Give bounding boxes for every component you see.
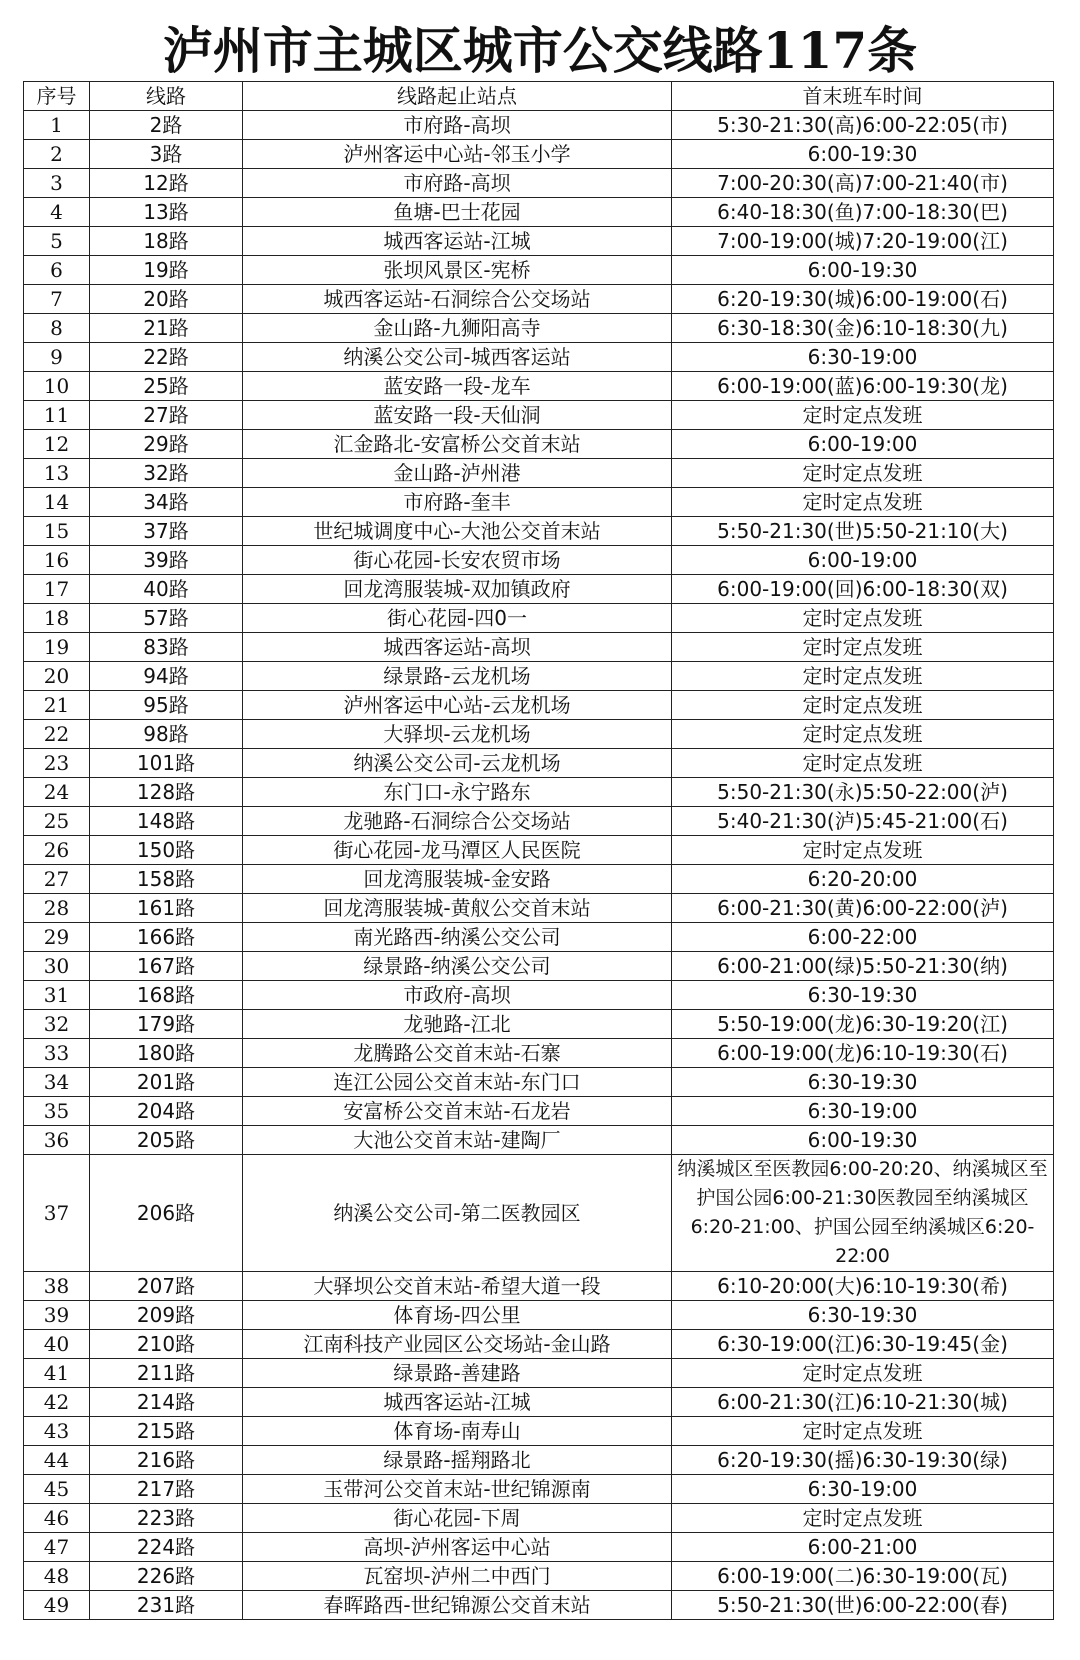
table-row (24, 1562, 1054, 1591)
row-route-cell: 绿景路-善建路 (243, 1359, 672, 1388)
table-row (24, 1126, 1054, 1155)
row-line-cell: 20路 (90, 285, 243, 314)
row-route-cell: 城西客运站-高坝 (243, 633, 672, 662)
row-route-cell: 回龙湾服装城-金安路 (243, 865, 672, 894)
row-seq-cell: 3 (24, 169, 90, 198)
row-seq-cell: 42 (24, 1388, 90, 1417)
table-row (24, 111, 1054, 140)
table-row (24, 1591, 1054, 1620)
row-route-cell: 绿景路-摇翔路北 (243, 1446, 672, 1475)
row-line-cell: 215路 (90, 1417, 243, 1446)
row-route-cell: 鱼塘-巴士花园 (243, 198, 672, 227)
table-row (24, 285, 1054, 314)
row-line-cell: 40路 (90, 575, 243, 604)
row-line-cell: 12路 (90, 169, 243, 198)
row-seq-cell: 14 (24, 488, 90, 517)
row-seq-cell: 39 (24, 1301, 90, 1330)
row-route-cell: 大驿坝-云龙机场 (243, 720, 672, 749)
row-route-cell: 蓝安路一段-天仙洞 (243, 401, 672, 430)
row-seq-cell: 1 (24, 111, 90, 140)
row-line-cell: 216路 (90, 1446, 243, 1475)
row-seq-cell: 44 (24, 1446, 90, 1475)
row-seq-cell: 6 (24, 256, 90, 285)
table-row (24, 1417, 1054, 1446)
table-row (24, 1533, 1054, 1562)
row-time-cell: 5:50-21:30(永)5:50-22:00(泸) (672, 778, 1054, 807)
row-seq-cell: 25 (24, 807, 90, 836)
row-time-cell: 定时定点发班 (672, 1504, 1054, 1533)
row-route-cell: 金山路-泸州港 (243, 459, 672, 488)
row-time-cell: 5:50-21:30(世)5:50-21:10(大) (672, 517, 1054, 546)
row-seq-cell: 47 (24, 1533, 90, 1562)
table-row (24, 372, 1054, 401)
row-seq-cell: 21 (24, 691, 90, 720)
table-row (24, 401, 1054, 430)
row-route-cell: 春晖路西-世纪锦源公交首末站 (243, 1591, 672, 1620)
table-row (24, 1388, 1054, 1417)
header-route: 线路起止站点 (243, 82, 672, 111)
row-time-cell: 6:00-19:00(二)6:30-19:00(瓦) (672, 1562, 1054, 1591)
row-route-cell: 瓦窑坝-泸州二中西门 (243, 1562, 672, 1591)
row-time-cell: 6:30-19:00 (672, 1475, 1054, 1504)
row-seq-cell: 28 (24, 894, 90, 923)
row-line-cell: 167路 (90, 952, 243, 981)
row-time-cell: 6:40-18:30(鱼)7:00-18:30(巴) (672, 198, 1054, 227)
row-line-cell: 209路 (90, 1301, 243, 1330)
row-time-cell: 6:20-20:00 (672, 865, 1054, 894)
row-seq-cell: 16 (24, 546, 90, 575)
table-header-row (24, 82, 1054, 111)
row-route-cell: 龙驰路-江北 (243, 1010, 672, 1039)
row-seq-cell: 24 (24, 778, 90, 807)
row-line-cell: 18路 (90, 227, 243, 256)
table-row (24, 459, 1054, 488)
row-time-cell: 6:00-19:30 (672, 256, 1054, 285)
row-line-cell: 204路 (90, 1097, 243, 1126)
table-row (24, 546, 1054, 575)
table-row (24, 575, 1054, 604)
row-route-cell: 汇金路北-安富桥公交首末站 (243, 430, 672, 459)
row-route-cell: 回龙湾服装城-双加镇政府 (243, 575, 672, 604)
row-time-cell: 6:30-18:30(金)6:10-18:30(九) (672, 314, 1054, 343)
row-route-cell: 体育场-南寿山 (243, 1417, 672, 1446)
row-seq-cell: 2 (24, 140, 90, 169)
row-line-cell: 29路 (90, 430, 243, 459)
row-route-cell: 街心花园-四0一 (243, 604, 672, 633)
row-time-cell: 纳溪城区至医教园6:00-20:20、纳溪城区至护国公园6:00-21:30医教园至纳溪城区6:20-21:00、护国公园至纳溪城区6:20-22:00 (672, 1155, 1054, 1272)
row-line-cell: 150路 (90, 836, 243, 865)
row-seq-cell: 10 (24, 372, 90, 401)
table-row (24, 749, 1054, 778)
row-route-cell: 城西客运站-石洞综合公交场站 (243, 285, 672, 314)
table-row (24, 140, 1054, 169)
table-row (24, 1155, 1054, 1272)
row-time-cell: 定时定点发班 (672, 604, 1054, 633)
row-route-cell: 市府路-奎丰 (243, 488, 672, 517)
row-time-cell: 定时定点发班 (672, 720, 1054, 749)
row-route-cell: 体育场-四公里 (243, 1301, 672, 1330)
row-time-cell: 定时定点发班 (672, 662, 1054, 691)
row-seq-cell: 45 (24, 1475, 90, 1504)
row-seq-cell: 34 (24, 1068, 90, 1097)
table-row (24, 1446, 1054, 1475)
row-seq-cell: 48 (24, 1562, 90, 1591)
row-time-cell: 6:00-19:30 (672, 1126, 1054, 1155)
table-row (24, 778, 1054, 807)
row-time-cell: 5:50-19:00(龙)6:30-19:20(江) (672, 1010, 1054, 1039)
row-time-cell: 6:30-19:00(江)6:30-19:45(金) (672, 1330, 1054, 1359)
row-route-cell: 街心花园-长安农贸市场 (243, 546, 672, 575)
table-row (24, 1039, 1054, 1068)
page-title: 泸州市主城区城市公交线路117条 (162, 21, 918, 80)
row-line-cell: 128路 (90, 778, 243, 807)
row-seq-cell: 18 (24, 604, 90, 633)
table-row (24, 865, 1054, 894)
row-time-cell: 定时定点发班 (672, 488, 1054, 517)
table-row (24, 169, 1054, 198)
row-time-cell: 定时定点发班 (672, 836, 1054, 865)
row-seq-cell: 26 (24, 836, 90, 865)
row-seq-cell: 32 (24, 1010, 90, 1039)
row-line-cell: 2路 (90, 111, 243, 140)
row-seq-cell: 11 (24, 401, 90, 430)
row-seq-cell: 5 (24, 227, 90, 256)
row-time-cell: 6:00-21:00 (672, 1533, 1054, 1562)
row-route-cell: 蓝安路一段-龙车 (243, 372, 672, 401)
row-time-cell: 6:00-19:00(回)6:00-18:30(双) (672, 575, 1054, 604)
row-line-cell: 13路 (90, 198, 243, 227)
row-route-cell: 街心花园-龙马潭区人民医院 (243, 836, 672, 865)
row-time-cell: 7:00-19:00(城)7:20-19:00(江) (672, 227, 1054, 256)
row-seq-cell: 40 (24, 1330, 90, 1359)
row-line-cell: 37路 (90, 517, 243, 546)
row-time-cell: 定时定点发班 (672, 401, 1054, 430)
row-line-cell: 27路 (90, 401, 243, 430)
row-seq-cell: 33 (24, 1039, 90, 1068)
table-row (24, 1301, 1054, 1330)
row-line-cell: 57路 (90, 604, 243, 633)
row-line-cell: 22路 (90, 343, 243, 372)
row-route-cell: 绿景路-纳溪公交公司 (243, 952, 672, 981)
row-route-cell: 世纪城调度中心-大池公交首末站 (243, 517, 672, 546)
table-row (24, 198, 1054, 227)
row-time-cell: 定时定点发班 (672, 459, 1054, 488)
row-line-cell: 180路 (90, 1039, 243, 1068)
row-seq-cell: 38 (24, 1272, 90, 1301)
table-row (24, 1475, 1054, 1504)
table-row (24, 1272, 1054, 1301)
row-route-cell: 泸州客运中心站-云龙机场 (243, 691, 672, 720)
row-route-cell: 高坝-泸州客运中心站 (243, 1533, 672, 1562)
row-route-cell: 城西客运站-江城 (243, 227, 672, 256)
row-route-cell: 江南科技产业园区公交场站-金山路 (243, 1330, 672, 1359)
row-route-cell: 纳溪公交公司-云龙机场 (243, 749, 672, 778)
row-line-cell: 166路 (90, 923, 243, 952)
row-line-cell: 214路 (90, 1388, 243, 1417)
row-route-cell: 金山路-九狮阳高寺 (243, 314, 672, 343)
row-seq-cell: 49 (24, 1591, 90, 1620)
row-line-cell: 25路 (90, 372, 243, 401)
table-row (24, 923, 1054, 952)
row-time-cell: 6:00-19:00 (672, 546, 1054, 575)
row-line-cell: 98路 (90, 720, 243, 749)
row-line-cell: 211路 (90, 1359, 243, 1388)
row-route-cell: 街心花园-下周 (243, 1504, 672, 1533)
table-row (24, 1097, 1054, 1126)
table-row (24, 604, 1054, 633)
row-time-cell: 6:00-19:00 (672, 430, 1054, 459)
row-time-cell: 定时定点发班 (672, 1359, 1054, 1388)
row-seq-cell: 31 (24, 981, 90, 1010)
row-line-cell: 205路 (90, 1126, 243, 1155)
row-time-cell: 6:30-19:30 (672, 981, 1054, 1010)
row-seq-cell: 13 (24, 459, 90, 488)
row-time-cell: 7:00-20:30(高)7:00-21:40(市) (672, 169, 1054, 198)
row-time-cell: 6:00-19:00(蓝)6:00-19:30(龙) (672, 372, 1054, 401)
row-line-cell: 95路 (90, 691, 243, 720)
table-row (24, 343, 1054, 372)
row-line-cell: 19路 (90, 256, 243, 285)
row-time-cell: 定时定点发班 (672, 1417, 1054, 1446)
row-seq-cell: 22 (24, 720, 90, 749)
row-line-cell: 158路 (90, 865, 243, 894)
table-row (24, 517, 1054, 546)
row-route-cell: 大驿坝公交首末站-希望大道一段 (243, 1272, 672, 1301)
row-line-cell: 32路 (90, 459, 243, 488)
row-time-cell: 6:00-22:00 (672, 923, 1054, 952)
row-time-cell: 6:00-19:00(龙)6:10-19:30(石) (672, 1039, 1054, 1068)
row-time-cell: 5:30-21:30(高)6:00-22:05(市) (672, 111, 1054, 140)
row-route-cell: 市政府-高坝 (243, 981, 672, 1010)
row-time-cell: 定时定点发班 (672, 691, 1054, 720)
row-line-cell: 223路 (90, 1504, 243, 1533)
header-seq: 序号 (24, 82, 90, 111)
row-time-cell: 定时定点发班 (672, 633, 1054, 662)
table-row (24, 720, 1054, 749)
row-line-cell: 207路 (90, 1272, 243, 1301)
row-time-cell: 6:00-21:00(绿)5:50-21:30(纳) (672, 952, 1054, 981)
row-seq-cell: 20 (24, 662, 90, 691)
row-route-cell: 连江公园公交首末站-东门口 (243, 1068, 672, 1097)
row-time-cell: 6:00-21:30(黄)6:00-22:00(泸) (672, 894, 1054, 923)
row-time-cell: 6:30-19:30 (672, 1301, 1054, 1330)
table-row (24, 981, 1054, 1010)
row-time-cell: 定时定点发班 (672, 749, 1054, 778)
table-row (24, 430, 1054, 459)
table-row (24, 1504, 1054, 1533)
row-route-cell: 市府路-高坝 (243, 169, 672, 198)
row-seq-cell: 29 (24, 923, 90, 952)
row-seq-cell: 9 (24, 343, 90, 372)
row-route-cell: 东门口-永宁路东 (243, 778, 672, 807)
row-seq-cell: 17 (24, 575, 90, 604)
table-row (24, 256, 1054, 285)
row-time-cell: 6:30-19:30 (672, 1068, 1054, 1097)
row-route-cell: 纳溪公交公司-第二医教园区 (243, 1155, 672, 1272)
row-line-cell: 201路 (90, 1068, 243, 1097)
table-row (24, 836, 1054, 865)
row-line-cell: 224路 (90, 1533, 243, 1562)
row-line-cell: 101路 (90, 749, 243, 778)
row-seq-cell: 37 (24, 1155, 90, 1272)
row-line-cell: 21路 (90, 314, 243, 343)
bus-route-table (23, 81, 1054, 1620)
row-line-cell: 206路 (90, 1155, 243, 1272)
row-seq-cell: 41 (24, 1359, 90, 1388)
table-row (24, 314, 1054, 343)
table-row (24, 807, 1054, 836)
row-time-cell: 6:00-19:30 (672, 140, 1054, 169)
row-seq-cell: 19 (24, 633, 90, 662)
row-time-cell: 5:50-21:30(世)6:00-22:00(春) (672, 1591, 1054, 1620)
row-time-cell: 5:40-21:30(泸)5:45-21:00(石) (672, 807, 1054, 836)
table-row (24, 488, 1054, 517)
row-line-cell: 3路 (90, 140, 243, 169)
row-route-cell: 南光路西-纳溪公交公司 (243, 923, 672, 952)
row-seq-cell: 46 (24, 1504, 90, 1533)
row-time-cell: 6:30-19:00 (672, 343, 1054, 372)
row-seq-cell: 7 (24, 285, 90, 314)
row-line-cell: 226路 (90, 1562, 243, 1591)
row-line-cell: 39路 (90, 546, 243, 575)
row-time-cell: 6:20-19:30(城)6:00-19:00(石) (672, 285, 1054, 314)
row-route-cell: 龙驰路-石洞综合公交场站 (243, 807, 672, 836)
row-route-cell: 纳溪公交公司-城西客运站 (243, 343, 672, 372)
row-seq-cell: 4 (24, 198, 90, 227)
header-time: 首末班车时间 (672, 82, 1054, 111)
row-line-cell: 217路 (90, 1475, 243, 1504)
row-line-cell: 83路 (90, 633, 243, 662)
row-line-cell: 148路 (90, 807, 243, 836)
row-line-cell: 161路 (90, 894, 243, 923)
row-route-cell: 安富桥公交首末站-石龙岩 (243, 1097, 672, 1126)
row-line-cell: 231路 (90, 1591, 243, 1620)
row-route-cell: 龙腾路公交首末站-石寨 (243, 1039, 672, 1068)
table-row (24, 1359, 1054, 1388)
row-route-cell: 大池公交首末站-建陶厂 (243, 1126, 672, 1155)
row-time-cell: 6:00-21:30(江)6:10-21:30(城) (672, 1388, 1054, 1417)
header-line: 线路 (90, 82, 243, 111)
row-seq-cell: 27 (24, 865, 90, 894)
row-seq-cell: 8 (24, 314, 90, 343)
row-line-cell: 179路 (90, 1010, 243, 1039)
row-seq-cell: 23 (24, 749, 90, 778)
row-route-cell: 张坝风景区-宪桥 (243, 256, 672, 285)
row-line-cell: 168路 (90, 981, 243, 1010)
table-row (24, 633, 1054, 662)
row-line-cell: 210路 (90, 1330, 243, 1359)
row-seq-cell: 12 (24, 430, 90, 459)
row-seq-cell: 15 (24, 517, 90, 546)
table-row (24, 952, 1054, 981)
row-time-cell: 6:10-20:00(大)6:10-19:30(希) (672, 1272, 1054, 1301)
table-body (24, 111, 1054, 1620)
row-seq-cell: 30 (24, 952, 90, 981)
table-row (24, 894, 1054, 923)
row-seq-cell: 35 (24, 1097, 90, 1126)
table-row (24, 1330, 1054, 1359)
row-seq-cell: 36 (24, 1126, 90, 1155)
table-row (24, 691, 1054, 720)
table-row (24, 1068, 1054, 1097)
row-line-cell: 94路 (90, 662, 243, 691)
row-route-cell: 绿景路-云龙机场 (243, 662, 672, 691)
row-route-cell: 玉带河公交首末站-世纪锦源南 (243, 1475, 672, 1504)
row-route-cell: 泸州客运中心站-邻玉小学 (243, 140, 672, 169)
row-route-cell: 回龙湾服装城-黄舣公交首末站 (243, 894, 672, 923)
table-row (24, 1010, 1054, 1039)
row-time-cell: 6:20-19:30(摇)6:30-19:30(绿) (672, 1446, 1054, 1475)
table-row (24, 227, 1054, 256)
row-line-cell: 34路 (90, 488, 243, 517)
row-route-cell: 市府路-高坝 (243, 111, 672, 140)
row-seq-cell: 43 (24, 1417, 90, 1446)
table-row (24, 662, 1054, 691)
row-route-cell: 城西客运站-江城 (243, 1388, 672, 1417)
row-time-cell: 6:30-19:00 (672, 1097, 1054, 1126)
